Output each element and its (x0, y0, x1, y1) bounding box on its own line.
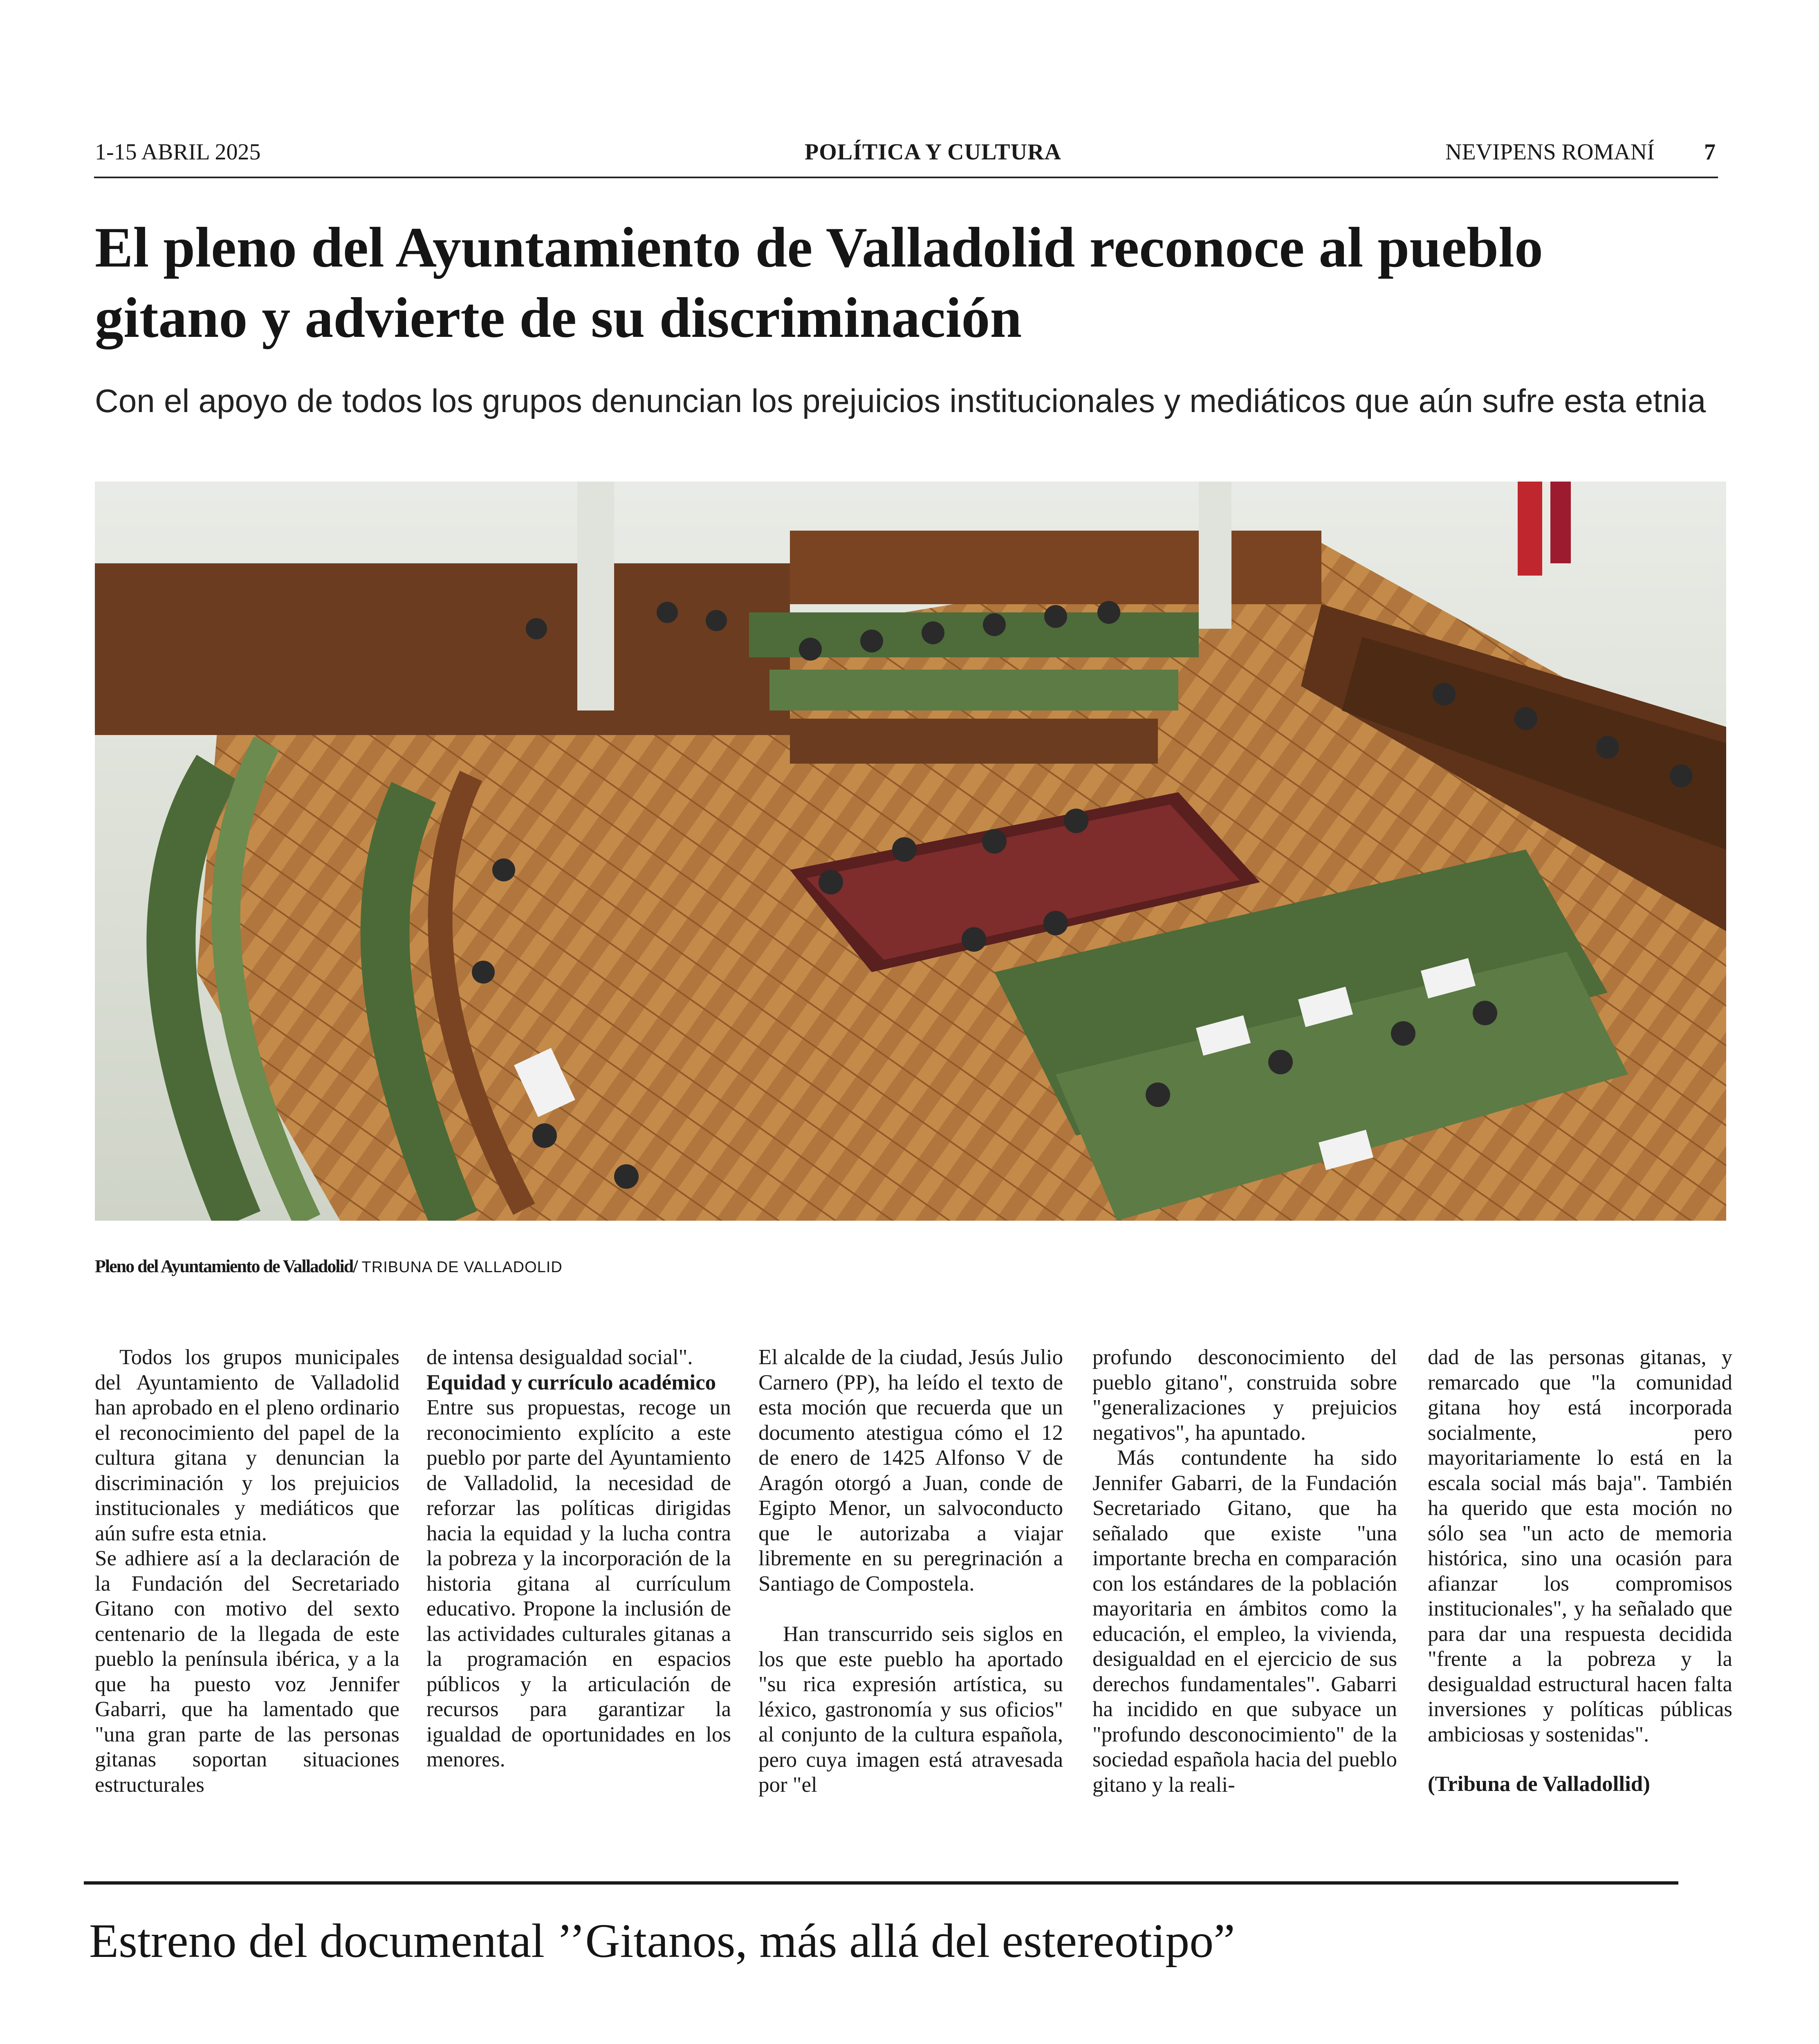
article1-column-5 (1428, 1345, 1732, 1797)
article1-column-3 (758, 1345, 1063, 1798)
article1-signature: (Tribuna de Valladollid) (1428, 1772, 1650, 1796)
article1-subheading: Equidad y currículo académico (426, 1370, 716, 1394)
article1-title: El pleno del Ayuntamiento de Valladolid reconoce al pueblo gitano y advierte de su discriminación (95, 216, 1543, 350)
article1-column-2 (426, 1345, 731, 1773)
article1-col3-p1: El alcalde de la ciudad, Jesús Julio Carnero (PP), ha leído el texto de esta moción que recuerda que un documento atestigua cómo el 12 de enero de 1425 Alfonso V de Aragón otorgó a Juan, conde de Egipto Menor, un salvoconducto que le autorizaba a viajar libremente en su peregrinación a Santiago de Compostela. (758, 1345, 1063, 1596)
article1-photo-caption (95, 1256, 563, 1277)
article1-column-4 (1092, 1345, 1397, 1797)
publication-name: NEVIPENS ROMANÍ (1445, 139, 1655, 165)
article1-caption-text: Pleno del Ayuntamiento de Valladolid/ (95, 1256, 357, 1276)
article1-col1-p1: Todos los grupos municipales del Ayuntamiento de Valladolid han aprobado en el pleno ordinario el reconocimiento del papel de la cultura gitana y denuncian la discriminación y los prejuicios institucionales y mediáticos que aún sufre esta etnia. (95, 1345, 399, 1545)
article1-col2-p1: de intensa desigualdad social". (426, 1345, 693, 1369)
article1-col5-p1: dad de las personas gitanas, y remarcado que "la comunidad gitana hoy está incorporada socialmente, pero mayoritariamente lo está en la escala social más baja". También ha querido que esta moción no sólo sea "un acto de memoria histórica, sino una ocasión para afianzar los compromisos institucionales", y ha señalado que para dar una respuesta decidida "frente a la pobreza y la desigualdad estructural hacen falta inversiones y políticas públicas ambiciosas y sostenidas". (1428, 1345, 1732, 1746)
header-rule (94, 177, 1718, 178)
article1-col4-p2: Más contundente ha sido Jennifer Gabarri, de la Fundación Secretariado Gitano, que ha señalado que existe "una importante brecha en comparación con los estándares de la población mayoritaria en ámbitos como la educación, el empleo, la vivienda, desigualdad en el ejercicio de sus derechos fundamentales". Gabarri ha incidido en que subyace un "profundo desconocimiento" de la sociedad española hacia del pueblo gitano y la reali- (1092, 1446, 1397, 1797)
page-number: 7 (1704, 139, 1716, 165)
article1-col1-p2: Se adhiere así a la declaración de la Fundación del Secretariado Gitano con motivo del sexto centenario de la llegada de este pueblo la península ibérica, y a la que ha puesto voz Jennifer Gabarri, que ha lamentado que "una gran parte de las personas gitanas soportan situaciones estructurales (95, 1546, 399, 1797)
article1-caption-credit: TRIBUNA DE VALLADOLID (361, 1259, 563, 1276)
article-separator (84, 1881, 1678, 1885)
article1-col2-p2: Entre sus propuestas, recoge un reconocimiento explícito a este pueblo por parte del Ayuntamiento de Valladolid, la necesidad de reforzar las políticas dirigidas hacia la equidad y la lucha contra la pobreza y la incorporación de la historia gitana al currículum educativo. Propone la inclusión de las actividades culturales gitanas a la programación en espacios públicos y la articulación de recursos para garantizar la igualdad de oportunidades en los menores. (426, 1396, 731, 1771)
issue-date: 1-15 ABRIL 2025 (95, 139, 261, 165)
article1-col4-p1: profundo desconocimiento del pueblo gitano", construida sobre "generalizaciones y prejuicios negativos", ha apuntado. (1092, 1345, 1397, 1445)
article1-subtitle: Con el apoyo de todos los grupos denuncian los prejuicios institucionales y mediáticos que aún sufre esta etnia (95, 383, 1706, 419)
article1-column-1 (95, 1345, 399, 1797)
article1-col3-p2: Han transcurrido seis siglos en los que este pueblo ha aportado "su rica expresión artística, su léxico, gastronomía y sus oficios" al conjunto de la cultura española, pero cuya imagen está atravesada por "el (758, 1622, 1063, 1797)
council-chamber-photo (95, 482, 1726, 1221)
article2-title: Estreno del documental ’’Gitanos, más allá del estereotipo” (89, 1914, 1235, 1968)
section-name: POLÍTICA Y CULTURA (805, 139, 1061, 165)
